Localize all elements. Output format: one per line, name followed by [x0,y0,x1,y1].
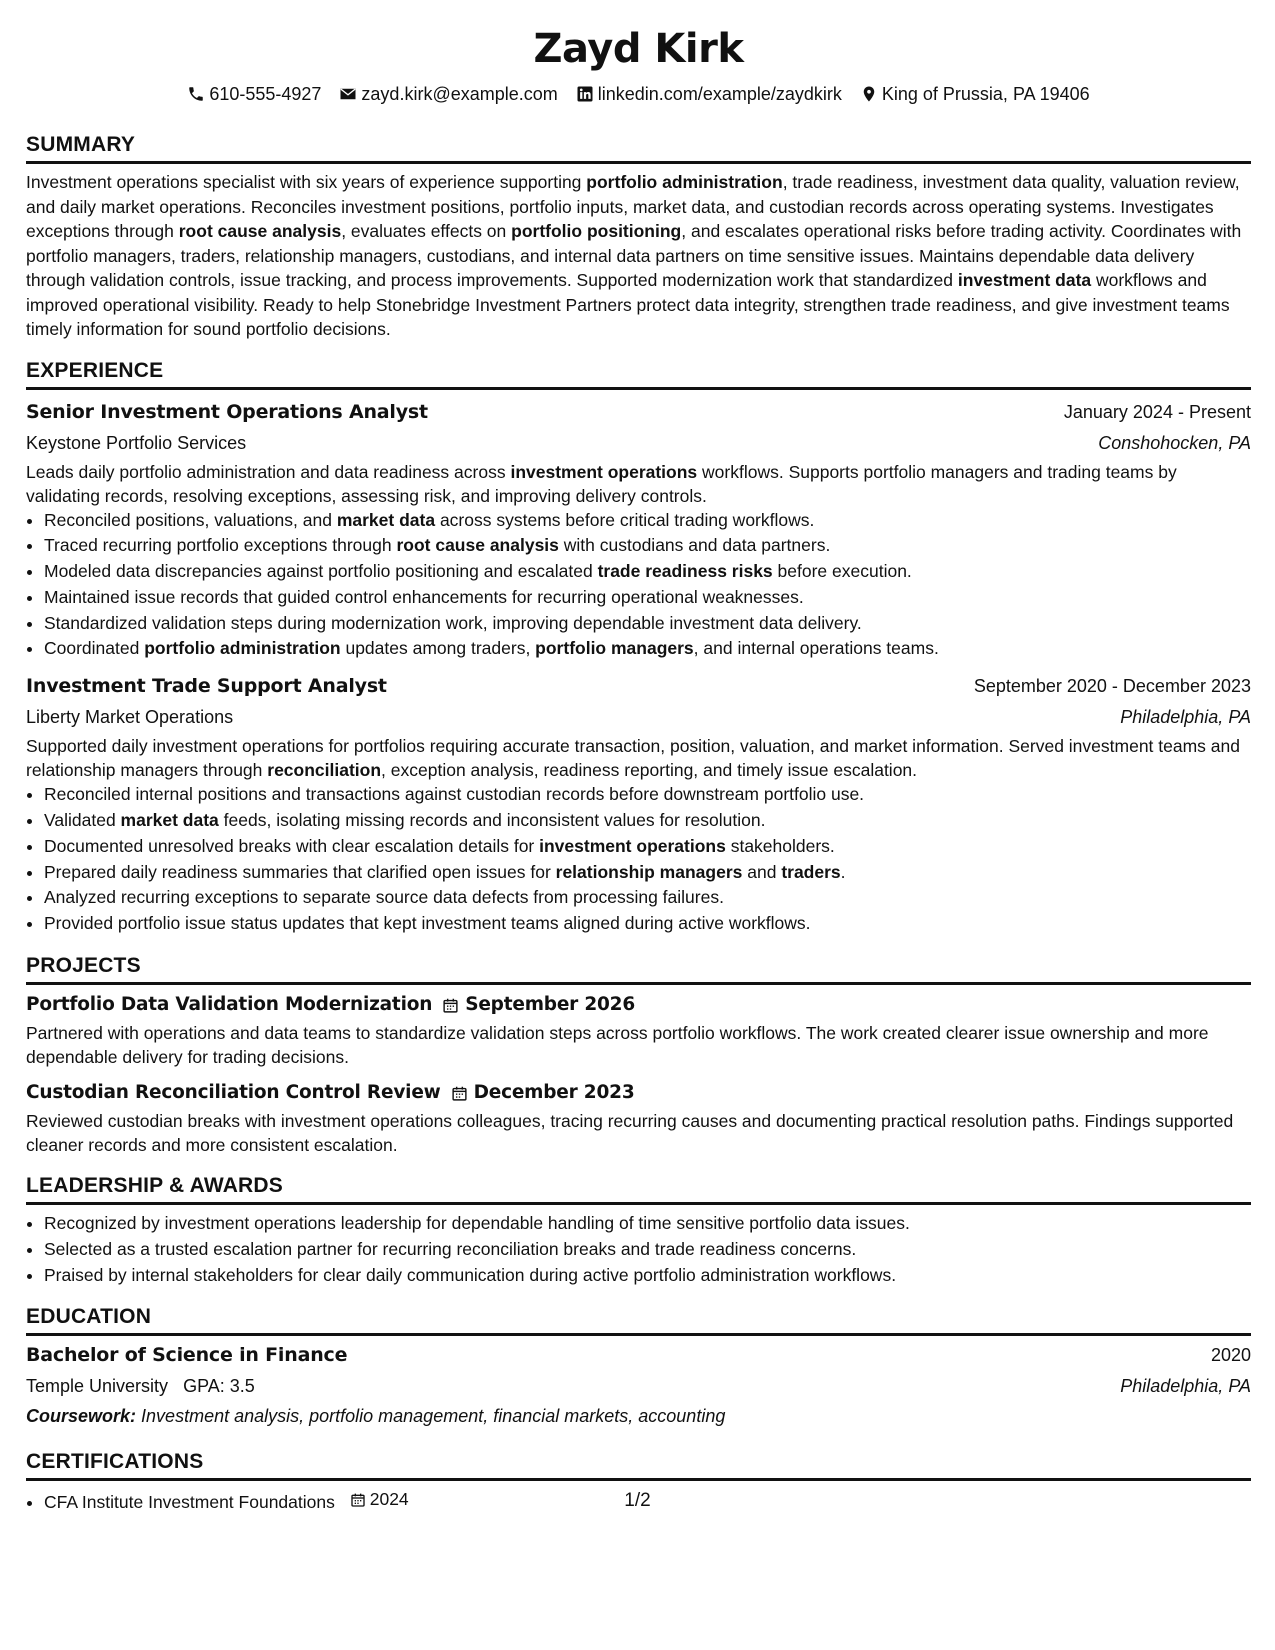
text-run: Reconciled internal positions and transactions against custodian records before downstream portfolio use. [44,784,865,805]
leadership-item: • Recognized by investment operations leadership for dependable handling of time sensitive portfolio data issues. [44,1211,1251,1237]
bullet-item [44,808,1251,834]
school-line [26,1371,255,1401]
bullet-item [44,782,1251,808]
emphasis-text: portfolio positioning [511,221,682,241]
email-link[interactable]: zayd.kirk@example.com [361,84,558,104]
section-title-certifications: CERTIFICATIONS [26,1449,1251,1481]
linkedin-link[interactable]: linkedin.com/example/zaydkirk [597,84,842,104]
text-run: , evaluates effects on [341,221,512,241]
emphasis-text: investment operations [510,461,698,482]
job-description [26,460,1251,508]
emphasis-text: trade readiness risks [597,561,773,582]
bullet-item [44,911,1251,937]
text-run: Prepared daily readiness summaries that clarified open issues for [44,861,556,882]
emphasis-text: portfolio managers [535,638,694,659]
text-run: workflows. Supports portfolio managers and trading teams by validating records, resolving exceptions, assessing risk, and improving delivery controls. [26,461,1177,506]
contact-email[interactable] [339,82,557,106]
education-section [26,1304,1251,1431]
job-dates: September 2020 - December 2023 [973,676,1251,697]
job-location: Conshohocken, PA [1098,432,1251,453]
text-run: feeds, isolating missing records and inconsistent values for resolution. [218,810,766,831]
section-title-education: EDUCATION [26,1304,1251,1336]
calendar-icon [442,997,459,1014]
contact-phone [187,82,321,106]
phone-icon [187,85,205,103]
text-run: , and internal operations teams. [693,638,939,659]
emphasis-text: traders [781,861,841,882]
text-run: Maintained issue records that guided control enhancements for recurring operational weaknesses. [44,586,804,607]
bullet-item [44,636,1251,662]
text-run: and [742,861,782,882]
text-run: Modeled data discrepancies against portfolio positioning and escalated [44,561,598,582]
emphasis-text: market data [336,509,436,530]
projects-section [26,953,1251,1157]
coursework-line [26,1401,1251,1431]
text-run: , trade readiness, investment data quality, valuation review, and daily market operations. Reconciles investment positions, portfolio inputs, market data, and custodian records across operating systems. Investigates exceptions through [26,172,1240,241]
text-run: with custodians and data partners. [558,535,831,556]
project-description: Partnered with operations and data teams to standardize validation steps across portfolio workflows. The work created clearer issue ownership and more dependable delivery for trading decisions. [26,1023,1209,1068]
text-run: Documented unresolved breaks with clear escalation details for [44,835,540,856]
text-run: , exception analysis, readiness reporting, and timely issue escalation. [381,760,918,781]
candidate-name: Zayd Kirk [533,26,744,72]
job-company: Liberty Market Operations [26,707,234,728]
text-run: workflows and improved operational visibility. Ready to help Stonebridge Investment Partners protect data integrity, strengthen trade readiness, and give investment teams timely information for sound portfolio decisions. [26,270,1230,339]
emphasis-text: investment operations [539,835,726,856]
text-run: , and escalates operational risks before trading activity. Coordinates with portfolio managers, traders, relationship managers, custodians, and internal data partners on time sensitive issues. Maintains dependable data delivery through validation controls, issue tracking, and process improvements. Supported modernization work that standardized [26,221,1242,290]
text-run: Investment operations specialist with six years of experience supporting [26,172,587,192]
emphasis-text: portfolio administration [586,172,783,192]
text-run: Supported daily investment operations for portfolios requiring accurate transaction, position, valuation, and market information. Served investment teams and relationship managers through [26,736,1240,781]
text-run: . [840,861,846,882]
leadership-list [26,1211,1251,1288]
section-title-summary: SUMMARY [26,132,1251,164]
contact-bar [26,82,1251,106]
text-run: Leads daily portfolio administration and data readiness across [26,461,511,482]
job-title: Senior Investment Operations Analyst [26,400,428,423]
degree: Bachelor of Science in Finance [26,1344,348,1367]
graduation-year: 2020 [1210,1345,1251,1366]
emphasis-text: investment data [957,270,1092,290]
emphasis-text: portfolio administration [144,638,341,659]
school-location: Philadelphia, PA [1120,1376,1251,1397]
text-run: Analyzed recurring exceptions to separate source data defects from processing failures. [44,887,724,908]
leadership-section [26,1173,1251,1288]
text-run: updates among traders, [340,638,536,659]
section-title-leadership: LEADERSHIP & AWARDS [26,1173,1251,1205]
coursework-text: Investment analysis, portfolio management, financial markets, accounting [141,1406,726,1427]
project-title: Portfolio Data Validation Modernization [26,994,433,1016]
contact-linkedin[interactable] [576,82,842,106]
project-entry [26,1079,1251,1157]
project-entry [26,991,1251,1069]
summary-text [26,170,1251,342]
bullet-item [44,559,1251,585]
job-bullets [26,508,1251,663]
job-entry [26,670,1251,937]
section-title-experience: EXPERIENCE [26,358,1251,390]
bullet-item [44,885,1251,911]
linkedin-icon [576,85,594,103]
phone-text: 610-555-4927 [209,84,322,104]
text-run: stakeholders. [725,835,835,856]
contact-location [860,82,1090,106]
job-entry [26,396,1251,663]
location-text: King of Prussia, PA 19406 [881,84,1090,104]
project-description: Reviewed custodian breaks with investment operations colleagues, tracing recurring causes and documenting practical resolution paths. Findings supported cleaner records and more consistent escalation. [26,1111,1234,1156]
bullet-item [44,834,1251,860]
calendar-icon [451,1085,468,1102]
emphasis-text: root cause analysis [178,221,342,241]
coursework-label: Coursework: [26,1406,137,1427]
project-date [451,1079,635,1107]
envelope-icon [339,85,357,103]
project-date-text: September 2026 [465,994,636,1016]
bullet-item [44,611,1251,637]
text-run: Standardized validation steps during modernization work, improving dependable investment data delivery. [44,612,862,633]
emphasis-text: root cause analysis [396,535,559,556]
experience-section [26,358,1251,938]
emphasis-text: relationship managers [555,861,743,882]
leadership-item: • Praised by internal stakeholders for clear daily communication during active portfolio administration workflows. [44,1263,1251,1289]
project-date [442,991,635,1019]
job-location: Philadelphia, PA [1120,707,1251,728]
job-dates: January 2024 - Present [1063,401,1251,422]
job-bullets [26,782,1251,937]
bullet-item [44,508,1251,534]
school-name: Temple University [26,1376,169,1397]
bullet-item [44,585,1251,611]
text-run: Coordinated [44,638,145,659]
certification-date-text: 2024 [369,1489,409,1510]
map-pin-icon [860,85,878,103]
emphasis-text: market data [120,810,219,831]
summary-section [26,132,1251,342]
bullet-item [44,533,1251,559]
resume-page [26,0,1251,1516]
text-run: before execution. [772,561,912,582]
project-title: Custodian Reconciliation Control Review [26,1082,441,1104]
text-run: Traced recurring portfolio exceptions through [44,535,397,556]
text-run: Provided portfolio issue status updates that kept investment teams aligned during active workflows. [44,913,811,934]
job-description [26,734,1251,782]
text-run: across systems before critical trading workflows. [435,509,815,530]
emphasis-text: reconciliation [267,760,382,781]
gpa: GPA: 3.5 [183,1376,255,1397]
job-title: Investment Trade Support Analyst [26,675,387,698]
text-run: Validated [44,810,121,831]
job-company: Keystone Portfolio Services [26,432,247,453]
project-date-text: December 2023 [473,1082,635,1104]
leadership-item: • Selected as a trusted escalation partner for recurring reconciliation breaks and trade readiness concerns. [44,1237,1251,1263]
certification-name: CFA Institute Investment Foundations [44,1492,335,1513]
text-run: Reconciled positions, valuations, and [44,509,337,530]
page-number: 1/2 [624,1490,651,1511]
bullet-item [44,860,1251,886]
section-title-projects: PROJECTS [26,953,1251,985]
